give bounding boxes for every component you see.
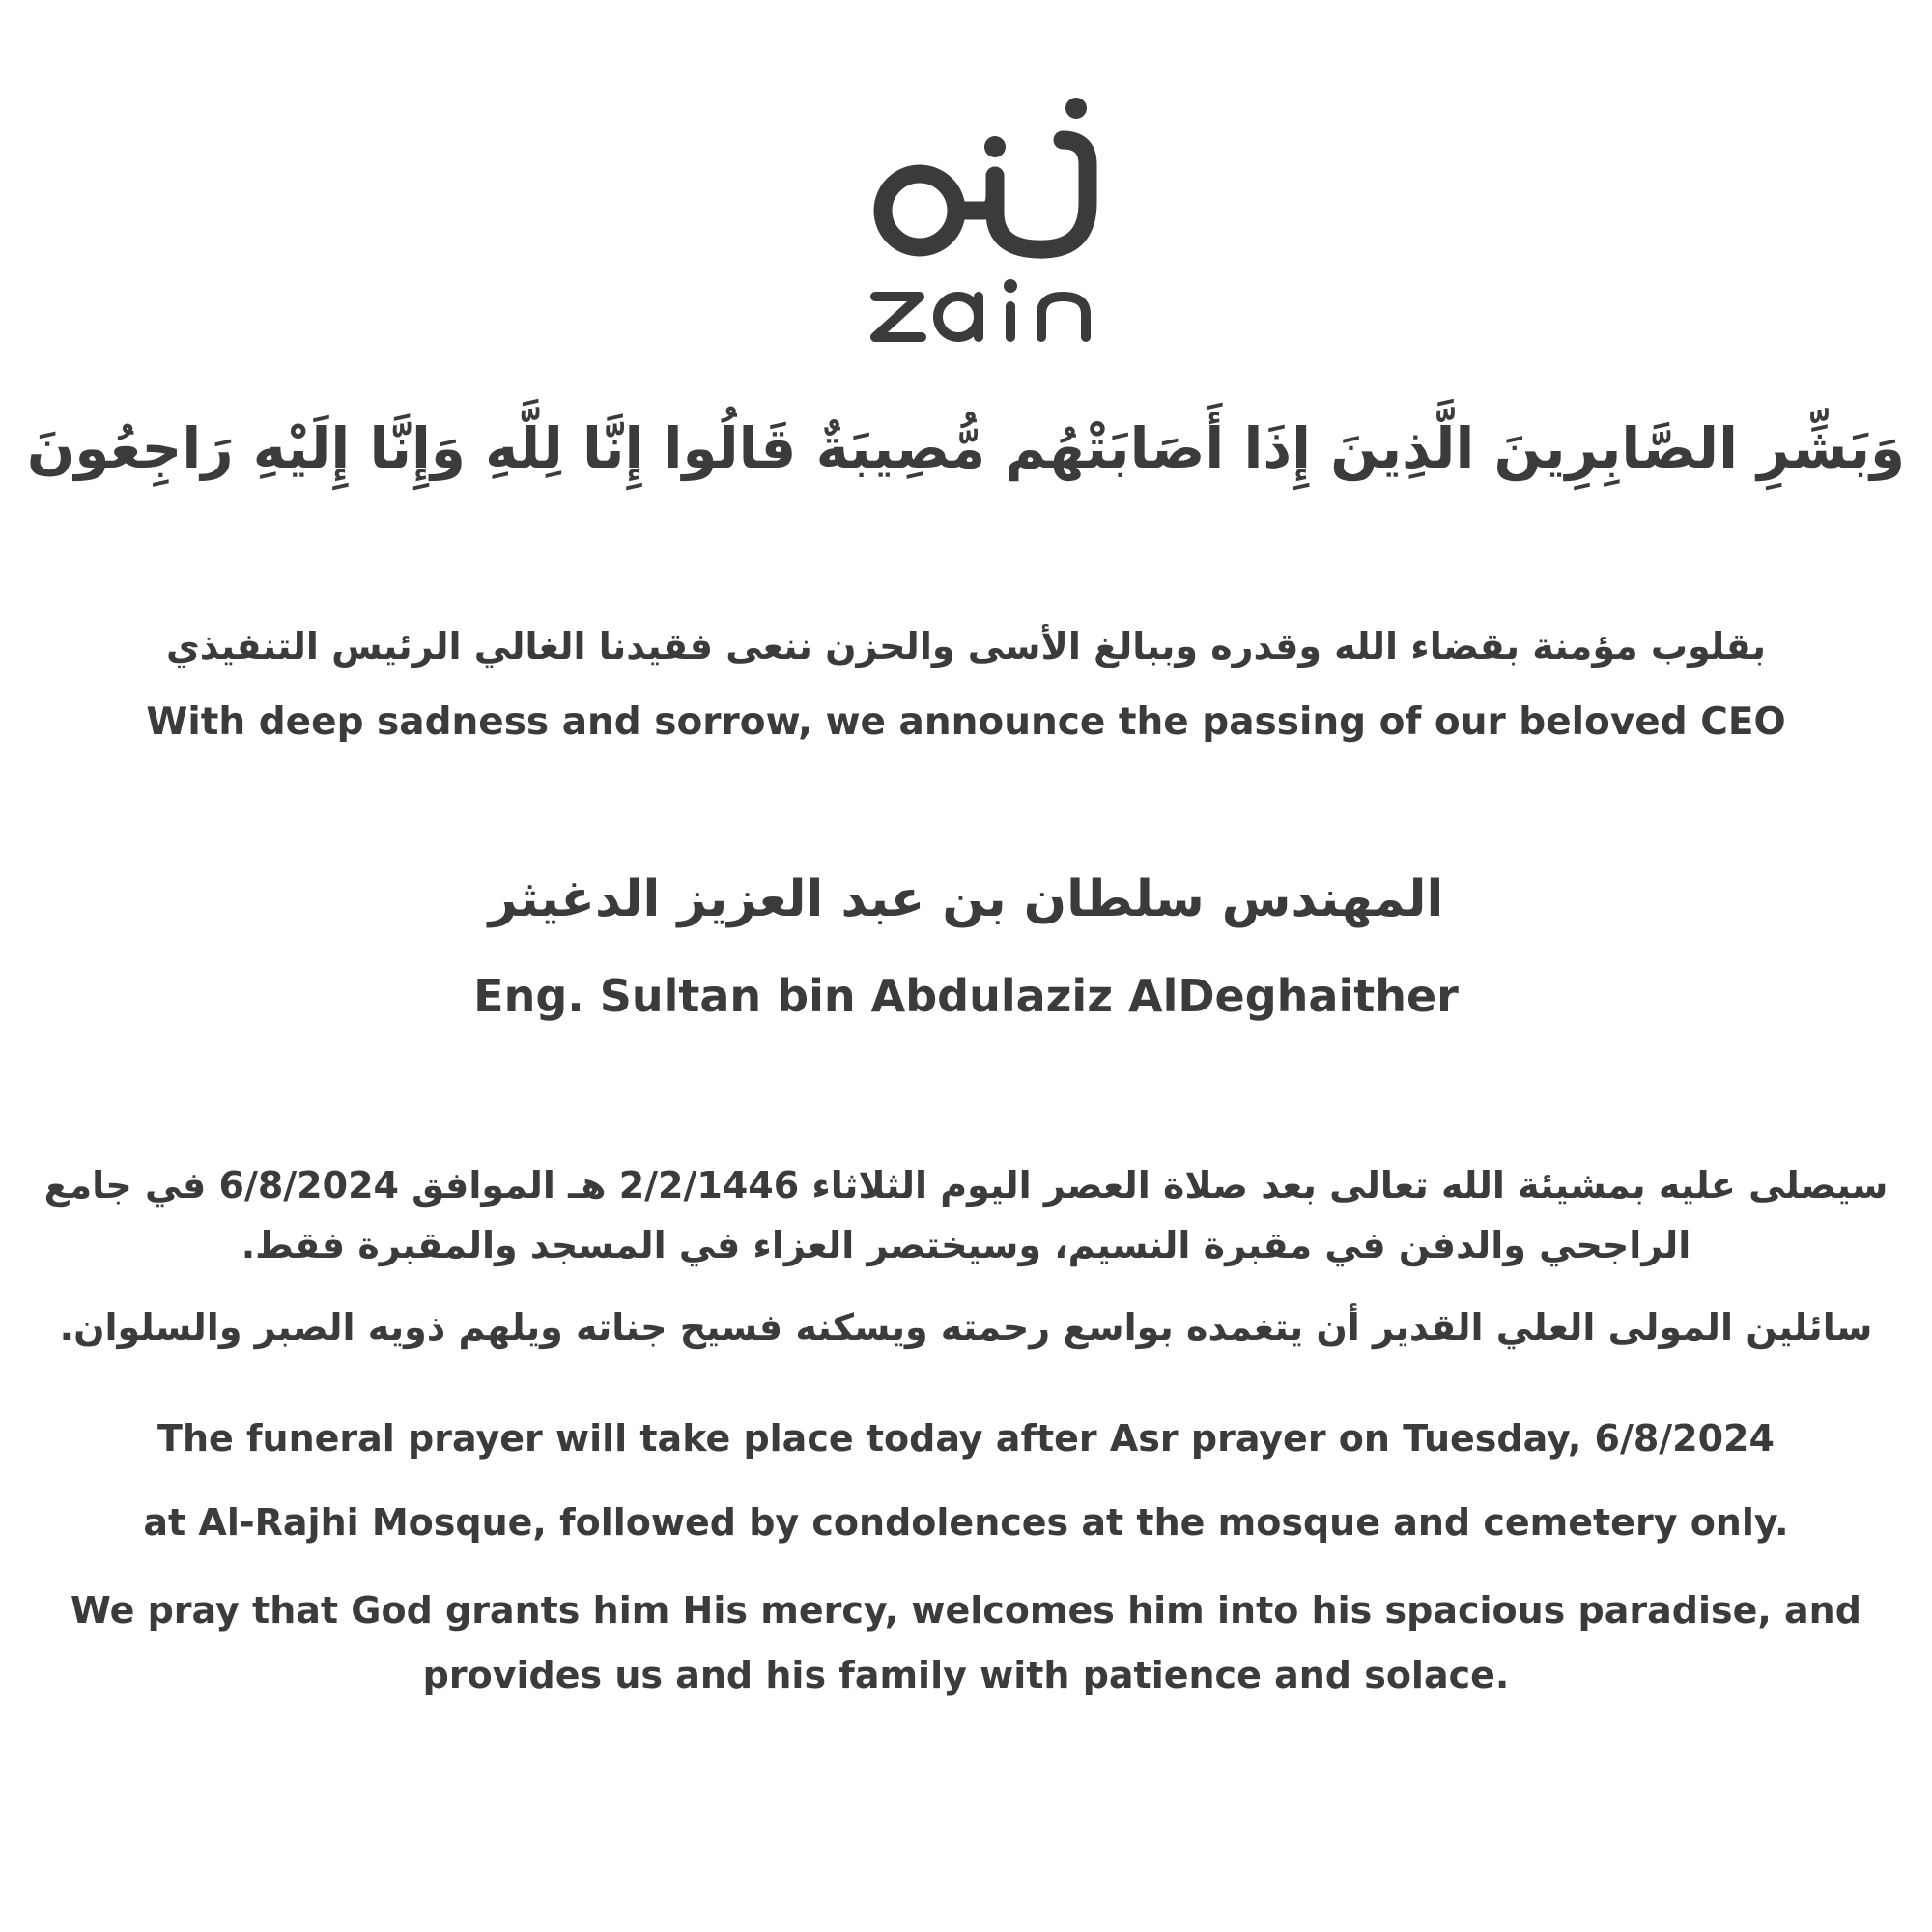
prayer-english-line-2: provides us and his family with patience and solace. [422,1654,1510,1696]
quran-verse: وَبَشِّرِ الصَّابِرِينَ الَّذِينَ إِذَا أَصَابَتْهُم مُّصِيبَةٌ قَالُوا إِنَّا لِلَّهِ وَإِنَّا إِلَيْهِ رَاجِعُونَ [26,415,1906,481]
prayer-english-line-1: We pray that God grants him His mercy, welcomes him into his spacious paradise, and [71,1589,1861,1632]
announcement-arabic: بقلوب مؤمنة بقضاء الله وقدره وببالغ الأسى والحزن ننعى فقيدنا الغالي الرئيس التنفيذي [165,625,1767,668]
funeral-details-english-line-2: at Al-Rajhi Mosque, followed by condolences at the mosque and cemetery only. [143,1501,1789,1544]
prayer-arabic: سائلين المولى العلي القدير أن يتغمده بواسع رحمته ويسكنه فسيح جناته ويلهم ذويه الصبر والسلوان. [59,1306,1873,1349]
announcement-english: With deep sadness and sorrow, we announce the passing of our beloved CEO [146,700,1786,744]
funeral-details-arabic-line-2: الراجحي والدفن في مقبرة النسيم، وسيختصر العزاء في المسجد والمقبرة فقط. [241,1224,1691,1266]
deceased-name-english: Eng. Sultan bin Abdulaziz AlDeghaither [473,970,1459,1022]
zain-latin-logo [869,275,1101,343]
deceased-name-arabic: المهندس سلطان بن عبد العزيز الدغيثر [488,870,1444,928]
funeral-details-english-line-1: The funeral prayer will take place today after Asr prayer on Tuesday, 6/8/2024 [157,1417,1775,1460]
funeral-details-arabic-line-1: سيصلى عليه بمشيئة الله تعالى بعد صلاة العصر اليوم الثلاثاء 2/2/1446 هـ الموافق 6/8/2024 في جامع [43,1164,1889,1207]
zain-arabic-logo [860,87,1106,261]
